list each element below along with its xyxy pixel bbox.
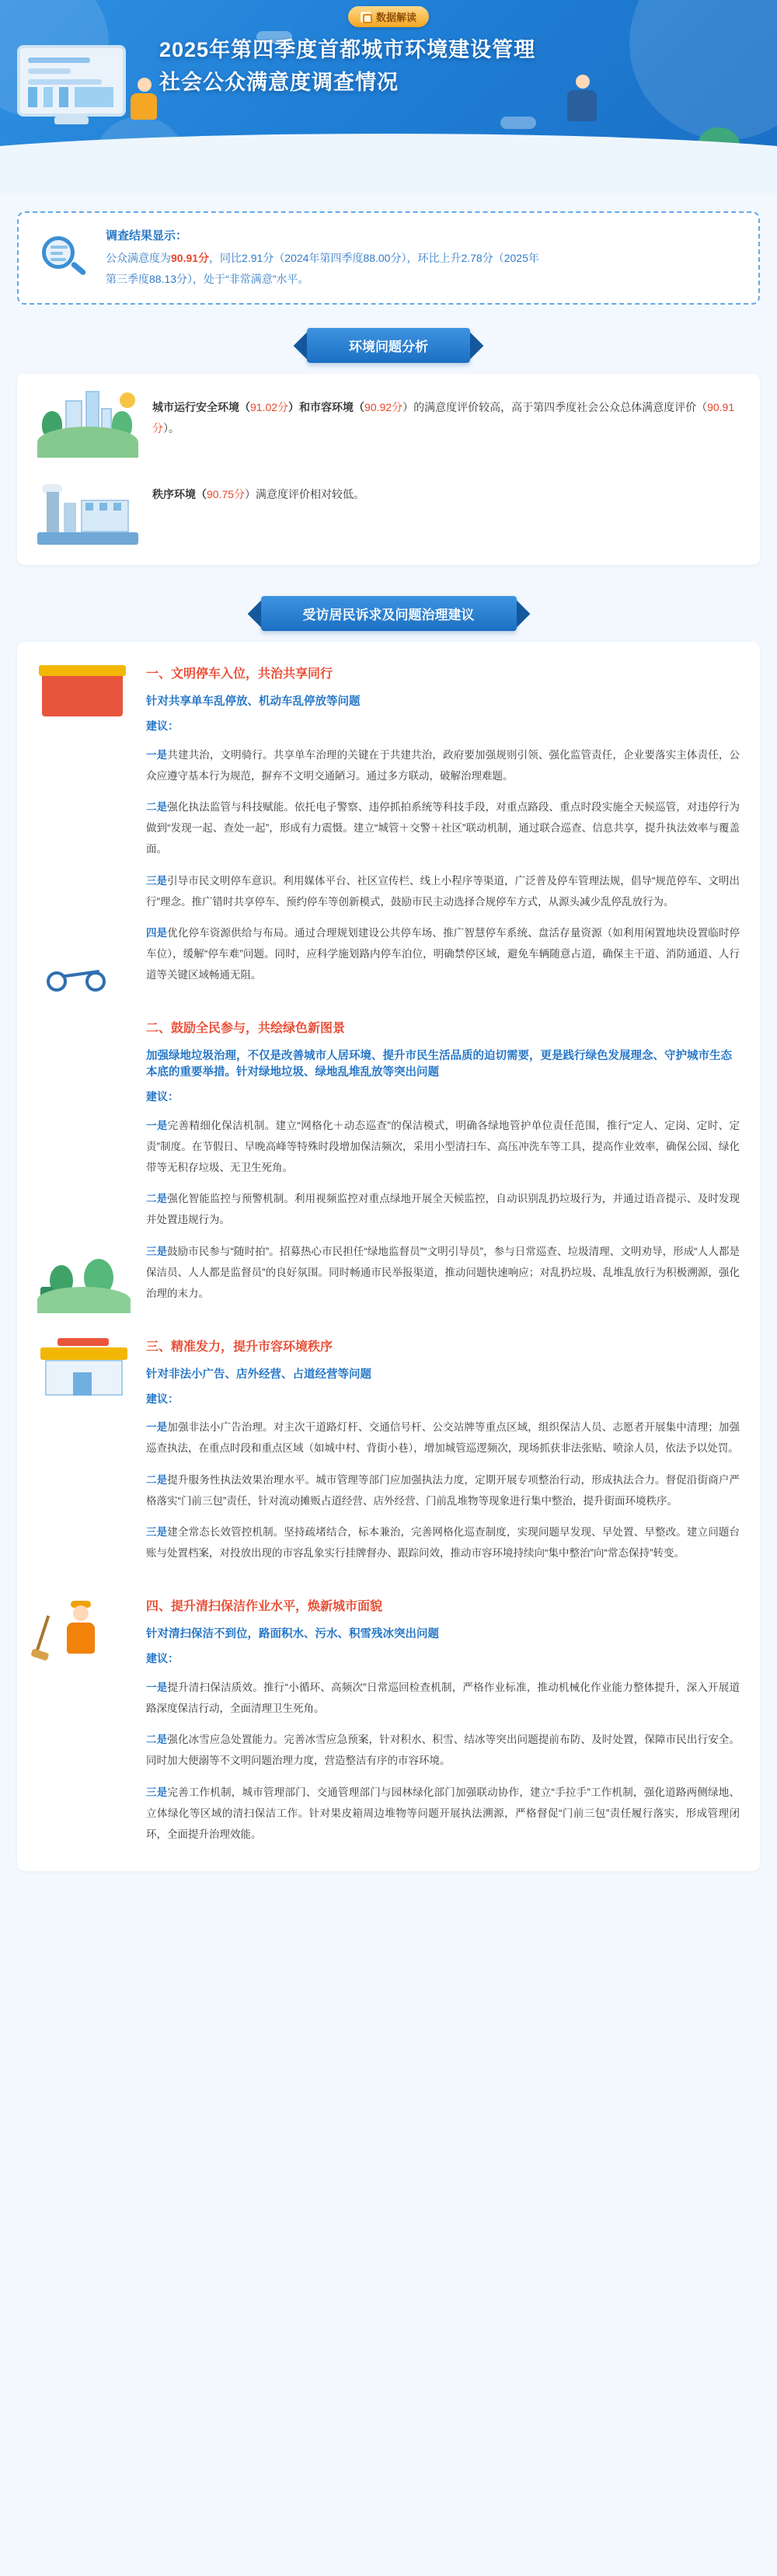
- env-metric-3-label: 秩序环境（: [152, 488, 207, 501]
- footer-spacer: [0, 1871, 777, 1891]
- result-text: [106, 248, 741, 289]
- chart-icon: [361, 12, 371, 23]
- env-row: [37, 391, 740, 458]
- advice-heading-1: 一、文明停车入位，共治共享同行: [146, 668, 333, 681]
- advice-sub-2: 加强绿地垃圾治理，不仅是改善城市人居环境、提升市民生活品质的迫切需要，更是践行绿色发展理念、守护城市生态本底的重要举措。针对绿地垃圾、绿地乱堆乱放等突出问题: [146, 1050, 732, 1079]
- advice-section-4: [37, 1596, 740, 1854]
- bike-parking-icon: [37, 664, 131, 995]
- advice-body-3: [146, 1337, 740, 1574]
- env-metric-1-label: 城市运行安全环境（: [152, 401, 250, 414]
- env-metric-2-label: ）和市容环境（: [288, 401, 365, 414]
- advice-section-ribbon: 受访居民诉求及问题治理建议: [261, 596, 517, 631]
- advice-item: 一是完善精细化保洁机制。建立“网格化＋动态巡查”的保洁模式，明确各绿地管护单位责任范围，推行“定人、定岗、定时、定责”制度。在节假日、早晚高峰等特殊时段增加保洁频次，采用小型清扫车、高压冲洗车等工具，提高作业效率，确保公园、绿化带等无积存垃圾、无卫生死角。: [146, 1119, 740, 1173]
- result-line1-pre: 公众满意度为: [106, 252, 171, 264]
- advice-item: 三是引导市民文明停车意识。利用媒体平台、社区宣传栏、线上小程序等渠道，广泛普及停车管理法规，倡导“规范停车、文明出行”理念。推广错时共享停车、预约停车等创新模式，鼓励市民主动选择合规停车方式，从源头减少乱停乱放行为。: [146, 874, 740, 908]
- advice-section-3: [37, 1337, 740, 1574]
- page-title: [159, 34, 754, 99]
- monitor-stand: [54, 117, 89, 124]
- monitor-illustration: [17, 45, 126, 117]
- advice-item: 三是建全常态长效管控机制。坚持疏堵结合，标本兼治，完善网格化巡查制度，实现问题早发现、早处置、早整改。建立问题台账与处置档案，对投放出现的市容乱象实行挂牌督办、跟踪问效，推动市容环境持续向“集中整治”向“常态保持”转变。: [146, 1526, 740, 1560]
- advice-item: 二是强化智能监控与预警机制。利用视频监控对重点绿地开展全天候监控，自动识别乱扔垃圾行为，并通过语音提示、及时发现并处置违规行为。: [146, 1193, 740, 1226]
- advice-heading-4: 四、提升清扫保洁作业水平，焕新城市面貌: [146, 1600, 383, 1614]
- advice-label-1: 建议：: [146, 720, 179, 733]
- advice-heading-2: 二、鼓励全民参与，共绘绿色新图景: [146, 1022, 346, 1036]
- page-title-line1: 2025年第四季度首都城市环境建设管理: [159, 38, 536, 61]
- result-line1-mid: ，同比2.91分（2024年第四季度88.00分），环比上升2.78分（2025年: [209, 252, 539, 264]
- result-score: 90.91分: [171, 252, 210, 264]
- env-section-ribbon-wrap: [0, 328, 777, 363]
- env-metric-2-value: 90.92分: [364, 401, 403, 414]
- advice-body-2: [146, 1018, 740, 1313]
- hero-banner: [0, 0, 777, 194]
- advice-label-3: 建议：: [146, 1392, 179, 1405]
- env-analysis-card: [17, 374, 760, 565]
- advice-sub-4: 针对清扫保洁不到位，路面积水、污水、积雪残冰突出问题: [146, 1628, 439, 1641]
- env-row-tail: ）的满意度评价较高，高于第四季度社会公众总体满意度评价（: [402, 401, 708, 414]
- advice-sub-1: 针对共享单车乱停放、机动车乱停放等问题: [146, 695, 361, 709]
- storefront-icon: [37, 1337, 131, 1574]
- survey-result-box: [17, 211, 760, 305]
- advice-item: 一是共建共治，文明骑行。共享单车治理的关键在于共建共治，政府要加强规则引领、强化监管责任，企业要落实主体责任，公众应遵守基本行为规范，摒弃不文明交通陋习。通过多方联动，破解治理难题。: [146, 748, 740, 782]
- env-overall-value: 90.91分: [152, 401, 735, 435]
- advice-body-4: [146, 1596, 740, 1854]
- advice-section-2: [37, 1018, 740, 1313]
- cloud-icon: [500, 117, 536, 129]
- advice-heading-3: 三、精准发力，提升市容环境秩序: [146, 1340, 333, 1354]
- advice-item: 二是强化冰雪应急处置能力。完善冰雪应急预案，针对积水、积雪、结冰等突出问题提前布防、及时处置，保障市民出行安全。同时加大便溺等不文明问题治理力度，营造整洁有序的市容环境。: [146, 1734, 740, 1767]
- advice-body-1: [146, 664, 740, 995]
- person-illustration: [131, 78, 159, 121]
- page-title-line2: 社会公众满意度调查情况: [159, 70, 399, 94]
- advice-label-4: 建议：: [146, 1652, 179, 1665]
- advice-section-ribbon-wrap: [0, 596, 777, 631]
- advice-item: 二是强化执法监管与科技赋能。依托电子警察、违停抓拍系统等科技手段，对重点路段、重点时段实施全天候巡管，对违停行为做到“发现一起、查处一起”，形成有力震慑。建立“城管＋交警＋社区”联动机制，通过联合巡查、信息共享，提升执法效率与覆盖面。: [146, 801, 740, 856]
- wave-divider: [0, 134, 777, 194]
- env-row-text: [152, 391, 740, 440]
- result-title: 调查结果显示：: [106, 229, 188, 242]
- city-green-icon: [37, 391, 138, 458]
- green-landscape-icon: [37, 1018, 131, 1313]
- result-line2: 第三季度88.13分），处于“非常满意”水平。: [106, 272, 309, 285]
- env-row-end: ）。: [163, 422, 179, 435]
- env-row-text: [152, 478, 364, 505]
- advice-item: 四是优化停车资源供给与布局。通过合理规划建设公共停车场、推广智慧停车系统、盘活存量资源（如利用闲置地块设置临时停车位），缓解“停车难”问题。同时，应科学施划路内停车泊位，明确禁停区域，避免车辆随意占道，确保主干道、消防通道、人行道等关键区域畅通无阻。: [146, 927, 740, 981]
- advice-sub-3: 针对非法小广告、店外经营、占道经营等问题: [146, 1368, 371, 1381]
- advice-item: 三是鼓励市民参与“随时拍”。招募热心市民担任“绿地监督员”“文明引导员”，参与日常巡查、垃圾清理、文明劝导，形成“人人都是保洁员、人人都是监督员”的良好氛围。同时畅通市民举报渠道，推动问题快速响应；对乱扔垃圾、乱堆乱放行为积极溯源，强化治理的末力。: [146, 1245, 740, 1299]
- env-metric-1-value: 91.02分: [250, 401, 289, 414]
- advice-label-2: 建议：: [146, 1090, 179, 1103]
- badge-label: 数据解读: [375, 12, 417, 23]
- advice-item: 一是提升清扫保洁质效。推行“小循环、高频次”日常巡回检查机制，严格作业标准，推动机械化作业能力整体提升，深入开展道路深度保洁行动，全面清理卫生死角。: [146, 1681, 740, 1714]
- env-section-ribbon: 环境问题分析: [307, 328, 470, 363]
- advice-section-1: [37, 664, 740, 995]
- advice-item: 三是完善工作机制，城市管理部门、交通管理部门与园林绿化部门加强联动协作，建立“手拉手”工作机制，强化道路两侧绿地、立体绿化等区域的清扫保洁工作。针对果皮箱周边堆物等问题开展执法溯源，严格督促“门前三包”责任履行落实，形成管理闭环，全面提升治理效能。: [146, 1786, 740, 1840]
- magnifier-icon: [39, 233, 89, 283]
- advice-item: 二是提升服务性执法效果治理水平。城市管理等部门应加强执法力度，定期开展专项整治行动，形成执法合力。督促沿街商户严格落实“门前三包”责任，针对流动摊贩占道经营、店外经营、门前乱堆物等现象进行集中整治，提升街面环境秩序。: [146, 1473, 740, 1507]
- street-cleaner-icon: [37, 1596, 131, 1854]
- factory-icon: [37, 478, 138, 545]
- env-metric-3-value: 90.75分: [207, 488, 246, 501]
- advice-item: 一是加强非法小广告治理。对主次干道路灯杆、交通信号杆、公交站牌等重点区域，组织保洁人员、志愿者开展集中清理；加强巡查执法，在重点时段和重点区域（如城中村、背街小巷），增加城管巡逻频次，现场抓获非法张贴、喷涂人员，依法予以处罚。: [146, 1421, 740, 1455]
- env-row-end: ）满意度评价相对较低。: [245, 488, 365, 501]
- advice-card: [17, 642, 760, 1871]
- data-interpretation-badge: [348, 6, 429, 27]
- env-row: [37, 478, 740, 545]
